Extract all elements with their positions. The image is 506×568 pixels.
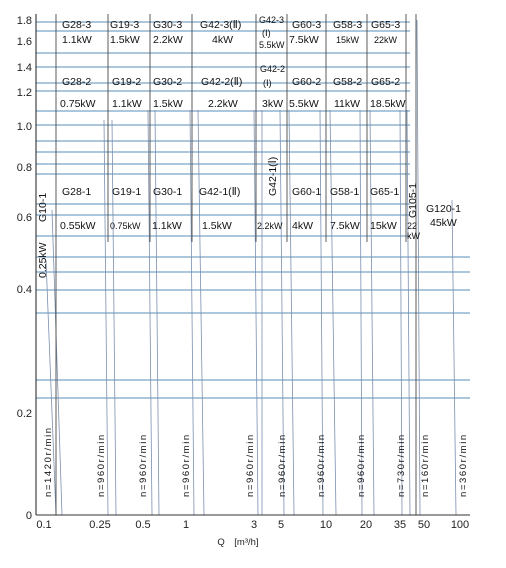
x-tick: 100 [450,519,470,531]
model-label: G120-1 [426,203,462,215]
speed-label: n=960r/min [277,433,288,497]
power-label: 3kW [262,98,283,110]
power-label: 1.1kW [62,34,92,46]
model-label: G42-2(Ⅱ) [201,76,243,88]
y-tick: 0 [25,510,32,522]
power-label: 1.5kW [153,98,183,110]
x-tick-labels [36,519,469,531]
x-tick: 0.1 [36,519,52,531]
model-label: G10-1 [37,192,49,222]
model-label: G60-1 [292,186,322,198]
model-label: G65-3 [371,19,401,31]
x-tick: 10 [319,519,333,531]
model-label: G58-3 [333,19,363,31]
model-label: G42-3 [259,15,285,25]
x-tick: 0.5 [135,519,151,531]
power-label: 4kW [212,34,233,46]
y-tick: 1.4 [16,62,32,74]
model-label: G19-3 [110,19,140,31]
model-label: G30-3 [153,19,183,31]
power-label: 7.5kW [330,220,360,232]
model-label: G42-1(Ⅱ) [199,186,241,198]
speed-label: n=1420r/min [43,426,54,497]
speed-label: n=960r/min [245,433,256,497]
speed-label: n=960r/min [138,433,149,497]
x-tick: 20 [359,519,373,531]
y-tick: 1.8 [16,15,32,27]
model-label: G19-1 [112,186,142,198]
power-label: 22 [407,221,418,231]
x-tick: 3 [250,519,258,531]
row-1-labels [37,157,461,278]
x-tick: 5 [277,519,285,531]
row-3-labels [62,15,400,50]
power-label: 0.25kW [37,242,49,278]
model-label: G105-1 [407,182,419,218]
y-tick-labels [17,15,32,522]
model-label: G42-3(Ⅱ) [200,19,242,31]
y-tick: 1.2 [16,87,32,99]
x-tick: 0.25 [89,519,111,531]
power-label: 1.5kW [202,220,232,232]
speed-label: n=960r/min [316,433,327,497]
power-label: 1.1kW [112,98,142,110]
power-label: 2.2kW [208,98,238,110]
model-label: G19-2 [112,76,142,88]
power-label: 2.2kW [257,221,283,231]
model-label: G42-1(Ⅰ) [267,156,279,196]
model-label: (Ⅰ) [263,78,272,88]
power-label: 15kW [370,220,397,232]
x-tick: 35 [393,519,407,531]
speed-label: n=360r/min [458,433,469,497]
speed-label: n=960r/min [356,433,367,497]
power-label: 2.2kW [153,34,183,46]
power-label: 0.75kW [110,221,141,231]
row-2-labels [60,64,406,110]
speed-label: n=960r/min [96,433,107,497]
speed-label: n=960r/min [181,433,192,497]
model-label: G58-2 [333,76,363,88]
model-label: G60-3 [292,19,322,31]
x-tick: 1 [182,519,190,531]
model-label: G65-2 [371,76,401,88]
speed-labels [43,426,469,497]
x-tick: 50 [417,519,431,531]
model-label: G58-1 [330,186,360,198]
model-label: G28-3 [62,19,92,31]
power-label: 0.75kW [60,98,96,110]
power-label: 7.5kW [289,34,319,46]
y-tick: 0.6 [16,212,32,224]
model-label: G30-2 [153,76,183,88]
model-label: G30-1 [153,186,183,198]
power-label: 22kW [374,35,398,45]
y-tick: 1.0 [16,121,32,133]
power-label: 4kW [292,220,313,232]
model-label: G42-2 [260,64,286,74]
power-label: 45kW [430,217,457,229]
power-label: 15kW [336,35,360,45]
speed-label: n=730r/min [396,433,407,497]
model-label: (Ⅰ) [262,28,271,38]
y-tick: 0.2 [16,408,32,420]
y-tick: 0.8 [16,162,32,174]
power-label: 18.5kW [370,98,406,110]
power-label: 1.5kW [110,34,140,46]
y-tick: 1.6 [16,36,32,48]
horizontal-grid [36,22,470,398]
power-label: 1.1kW [152,220,182,232]
x-axis-label: Q [m³/h] [217,537,259,548]
power-label: 11kW [334,98,361,110]
model-label: G28-2 [62,76,92,88]
model-label: G65-1 [370,186,400,198]
power-label: 5.5kW [289,98,319,110]
power-label: 0.55kW [60,220,96,232]
model-label: G60-2 [292,76,322,88]
power-label: 5.5kW [259,40,285,50]
power-label: kW [407,231,420,241]
y-tick: 0.4 [16,284,32,296]
speed-label: n=160r/min [420,433,431,497]
model-label: G28-1 [62,186,92,198]
